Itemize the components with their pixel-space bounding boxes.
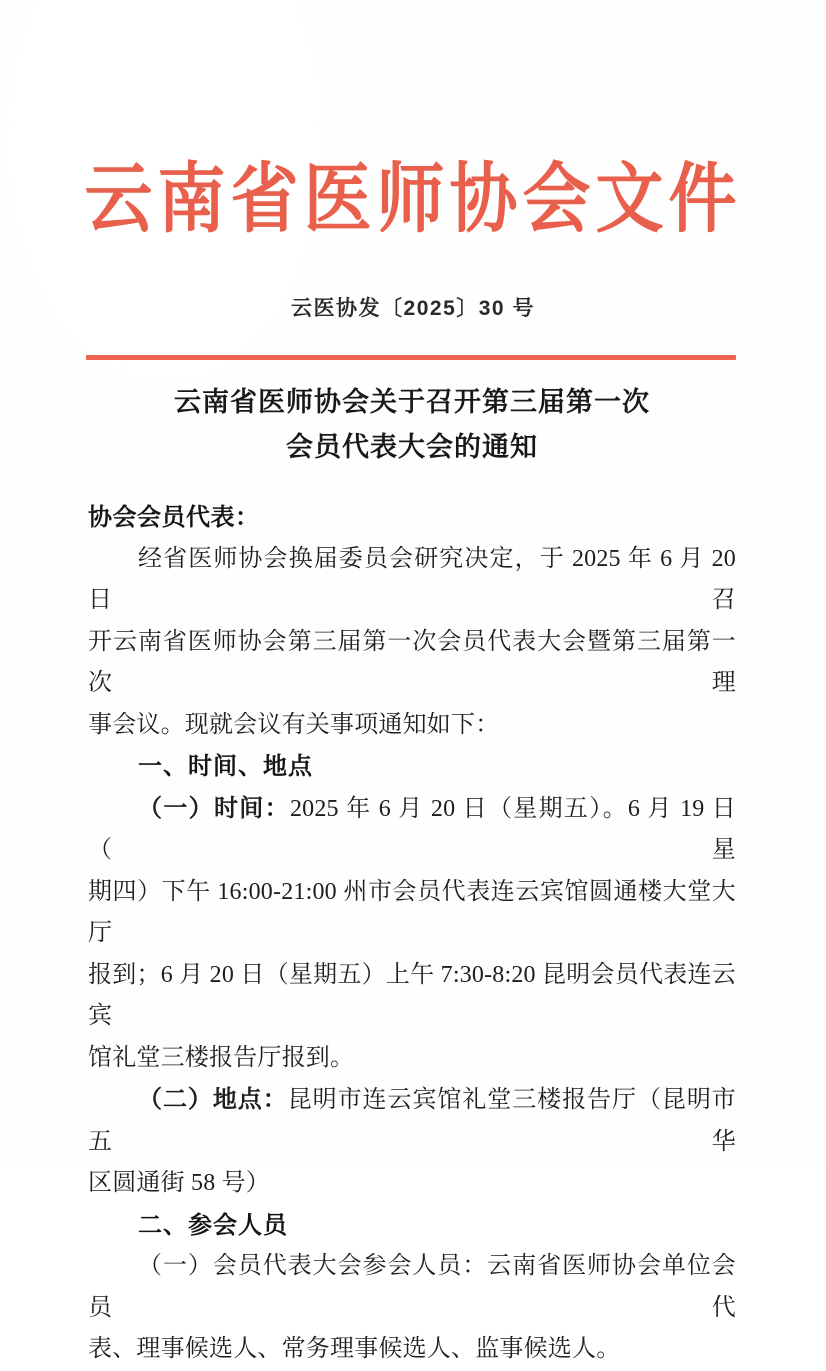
document-body: [88, 497, 736, 1371]
salutation: 协会会员代表：: [88, 504, 260, 531]
section1-item2-line-1-text: 昆明市连云宾馆礼堂三楼报告厅（昆明市五华: [88, 1087, 736, 1155]
section1-item1-line-2: 期四）下午 16:00-21:00 州市会员代表连云宾馆圆通楼大堂大厅: [88, 878, 736, 946]
document-headline: [88, 380, 736, 470]
masthead: [0, 156, 826, 242]
masthead-title: 云南省医师协会文件: [84, 156, 742, 242]
headline-line-1: 云南省医师协会关于召开第三届第一次: [174, 387, 650, 417]
section2-item1-line-1: （一）会员代表大会参会人员：云南省医师协会单位会员代: [88, 1253, 736, 1321]
red-divider-rule: [86, 355, 736, 360]
section1-item2-line-2: 区圆通街 58 号）: [88, 1170, 270, 1196]
section1-item2-label: （二）地点：: [138, 1086, 288, 1113]
section-heading-2: 二、参会人员: [138, 1211, 288, 1239]
section1-item1-line-3: 报到；6 月 20 日（星期五）上午 7:30-8:20 昆明会员代表连云宾: [88, 961, 736, 1029]
section1-item2-line-1: [88, 1079, 736, 1163]
section-heading-1: 一、时间、地点: [138, 753, 313, 780]
section1-item1-label: （一）时间：: [138, 794, 290, 822]
section1-item1-line-1-text: 2025 年 6 月 20 日（星期五）。6 月 19 日（星: [88, 795, 736, 863]
intro-line-2: 开云南省医师协会第三届第一次会员代表大会暨第三届第一次理: [88, 628, 736, 696]
section1-item1-line-4: 馆礼堂三楼报告厅报到。: [88, 1044, 355, 1071]
section1-item1-line-1: [88, 788, 736, 872]
intro-line-3: 事会议。现就会议有关事项通知如下：: [88, 711, 500, 738]
document-number: 云医协发〔2025〕30 号: [291, 297, 535, 320]
intro-line-1: 经省医师协会换届委员会研究决定，于 2025 年 6 月 20 日召: [88, 545, 736, 613]
section2-item1-line-2: 表、理事候选人、常务理事候选人、监事候选人。: [88, 1336, 621, 1362]
headline-line-2: 会员代表大会的通知: [286, 432, 538, 462]
